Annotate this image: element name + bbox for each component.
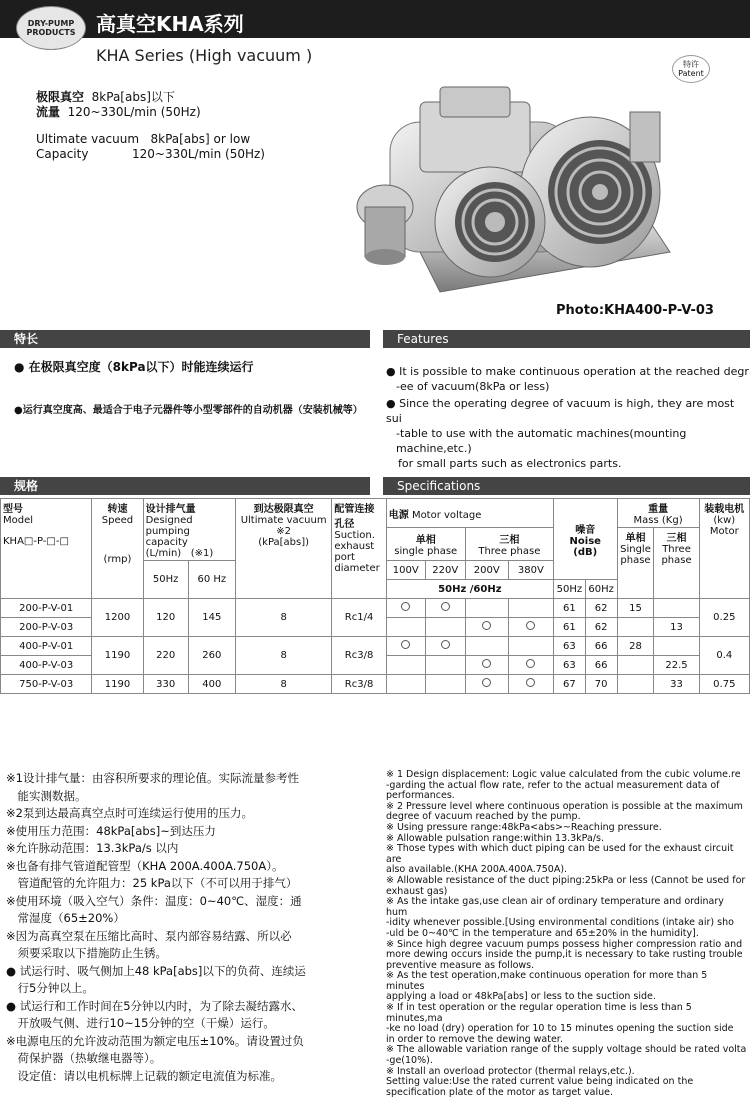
- cell-vacuum: 8: [235, 675, 331, 694]
- th-speed-cn: 转速: [107, 504, 128, 515]
- circle-mark: [441, 640, 450, 649]
- badge-line1: DRY-PUMP: [27, 19, 75, 28]
- feature-en-1: [386, 364, 750, 394]
- intro-en-vac-label: Ultimate vacuum: [36, 132, 140, 146]
- cell-mass-single: [617, 618, 654, 637]
- badge-line2: PRODUCTS: [26, 28, 76, 37]
- note-en-8: also available.(KHA 200A.400A.750A).: [386, 864, 568, 876]
- circle-mark: [441, 602, 450, 611]
- cell-v200: [465, 675, 508, 694]
- th-port-cn: 配管连接孔径: [334, 504, 375, 530]
- th-vac-unit: (kPa[abs]): [258, 537, 310, 548]
- cell-power: 0.25: [699, 599, 749, 637]
- th-speed-unit: (rmp): [103, 554, 132, 565]
- th-noise: [553, 499, 617, 580]
- cell-v200: [465, 637, 508, 656]
- patent-cn: 特许: [683, 60, 699, 69]
- th-port-en: Suction. exhaust port diameter: [334, 530, 380, 574]
- note-en-22: ※ The allowable variation range of the supply voltage should be rated volta: [386, 1044, 747, 1056]
- cell-noise60: 62: [585, 599, 617, 618]
- intro-cn-cap-label: 流量: [36, 105, 61, 119]
- cell-v380: [508, 618, 553, 637]
- feature-cn-2: ●运行真空度高、最适合于电子元器件等小型零部件的自动机器（安装机械等）: [14, 405, 363, 416]
- cell-mass-three: [654, 599, 699, 618]
- th-power-unit: (kw): [713, 515, 736, 526]
- th-motor: [386, 499, 553, 528]
- th-mass-en: Mass (Kg): [633, 515, 683, 526]
- th-model-en: Model: [3, 515, 34, 526]
- th-power-cn: 装载电机: [704, 504, 745, 515]
- cell-mass-three: 33: [654, 675, 699, 694]
- cell-model: 400-P-V-01: [1, 637, 92, 656]
- cell-noise60: 66: [585, 637, 617, 656]
- note-cn-8: 常湿度（65±20%）: [6, 911, 125, 925]
- features-bar-en: Features: [383, 330, 750, 348]
- cell-disp50: 330: [143, 675, 188, 694]
- th-noise-cn: 噪音: [575, 524, 596, 536]
- th-disp-note: (※1): [190, 548, 214, 559]
- th-motor-cn: 电源: [388, 509, 409, 521]
- intro-en-vac-value: 8kPa[abs] or low: [150, 132, 251, 146]
- th-single-cn: 单相: [415, 535, 436, 546]
- cell-mass-three: 13: [654, 618, 699, 637]
- cell-v220: [425, 599, 465, 618]
- feature-en-1-line1: ● It is possible to make continuous operation at the reached degr: [386, 365, 749, 378]
- note-en-15: more dewing occurs inside the pump,it is necessary to take rusting trouble: [386, 949, 743, 961]
- cell-model: 200-P-V-01: [1, 599, 92, 618]
- cell-disp60: 145: [188, 599, 235, 637]
- cell-noise50: 61: [553, 599, 585, 618]
- cell-v220: [425, 675, 465, 694]
- th-mass-single: [617, 528, 654, 599]
- cell-noise50: 67: [553, 675, 585, 694]
- th-mass-three-cn: 三相: [666, 533, 687, 544]
- note-cn-15: ※电源电压的允许波动范围为额定电压±10%。请设置过负: [6, 1033, 304, 1048]
- spec-table: [0, 498, 750, 694]
- cell-v220: [425, 618, 465, 637]
- note-en-17: ※ As the test operation,make continuous operation for more than 5 minutes: [386, 970, 708, 992]
- intro-en-cap-value: 120~330L/min (50Hz): [132, 147, 265, 161]
- note-en-13: -uld be 0~40℃ in the temperature and 65±20% in the humidity].: [386, 927, 699, 939]
- note-en-7: ※ Those types with which duct piping can be used for the exhaust circuit are: [386, 843, 734, 865]
- intro-cn: [36, 90, 201, 120]
- table-row: [1, 637, 750, 656]
- note-cn-9: ※因为高真空泵在压缩比高时、泵内部容易结露、所以必: [6, 928, 292, 943]
- cell-noise50: 63: [553, 637, 585, 656]
- cell-noise60: 62: [585, 618, 617, 637]
- th-vac-en: Ultimate vacuum: [240, 515, 327, 526]
- note-en-2: performances.: [386, 790, 455, 802]
- cell-power: 0.75: [699, 675, 749, 694]
- cell-speed: 1190: [92, 637, 143, 675]
- note-cn-11: ● 试运行时、吸气侧加上48 kPa[abs]以下的负荷、连续运: [6, 963, 306, 978]
- note-en-9: ※ Allowable resistance of the duct piping:25kPa or less (Cannot be used for: [386, 874, 746, 886]
- th-mass-three-en: Three phase: [661, 544, 692, 566]
- note-en-14: ※ Since high degree vacuum pumps possess higher compression ratio and: [386, 938, 743, 950]
- cell-vacuum: 8: [235, 637, 331, 675]
- circle-mark: [482, 659, 491, 668]
- note-en-26: specification plate of the motor as target value.: [386, 1086, 613, 1098]
- feature-en-2-line2: -table to use with the automatic machines(mounting machine,etc.): [396, 427, 687, 455]
- cell-mass-three: 22.5: [654, 656, 699, 675]
- dry-pump-badge: [16, 6, 86, 50]
- note-en-16: preventive measure as follows.: [386, 959, 535, 971]
- note-cn-6: 管道配管的允许阻力：25 kPa以下（不可以用于排气）: [6, 876, 298, 890]
- cell-port: Rc1/4: [332, 599, 386, 637]
- cell-mass-single: 28: [617, 637, 654, 656]
- th-motor-en: Motor voltage: [411, 509, 482, 521]
- th-freq: 50Hz /60Hz: [386, 580, 553, 599]
- cell-v380: [508, 656, 553, 675]
- th-mass-single-cn: 单相: [625, 533, 646, 544]
- feature-en-2: [386, 396, 750, 471]
- intro-en: [36, 132, 265, 162]
- th-v220: 220V: [425, 561, 465, 580]
- notes-en: [386, 770, 748, 1098]
- cell-v100: [386, 637, 425, 656]
- th-mass-three: [654, 528, 699, 599]
- cell-vacuum: 8: [235, 599, 331, 637]
- th-three-cn: 三相: [499, 535, 520, 546]
- th-speed-en: Speed: [101, 515, 134, 526]
- note-en-4: degree of vacuum reached by the pump.: [386, 811, 581, 823]
- circle-mark: [526, 659, 535, 668]
- th-disp-unit: (L/min): [145, 548, 182, 559]
- th-three: [465, 528, 553, 561]
- intro-en-cap-label: Capacity: [36, 147, 89, 161]
- note-cn-4: ※允许脉动范围：13.3kPa/s 以内: [6, 841, 179, 855]
- cell-disp60: 400: [188, 675, 235, 694]
- cell-power: 0.4: [699, 637, 749, 675]
- table-row: [1, 675, 750, 694]
- note-en-10: exhaust gas): [386, 885, 448, 897]
- cell-model: 200-P-V-03: [1, 618, 92, 637]
- table-row: [1, 599, 750, 618]
- note-en-19: ※ If in test operation or the regular operation time is less than 5 minutes,ma: [386, 1002, 692, 1024]
- cell-mass-single: [617, 656, 654, 675]
- pump-photo: [350, 82, 680, 327]
- title-cn: 高真空KHA系列: [96, 12, 244, 36]
- cell-mass-three: [654, 637, 699, 656]
- intro-cn-cap-value: 120~330L/min (50Hz): [67, 105, 201, 119]
- th-power-en: Motor: [709, 526, 739, 537]
- th-three-en: Three phase: [478, 546, 541, 557]
- specs-bar-cn: 规格: [0, 477, 370, 495]
- cell-model: 750-P-V-03: [1, 675, 92, 694]
- patent-badge: [672, 55, 710, 83]
- cell-disp50: 220: [143, 637, 188, 675]
- th-single-en: single phase: [394, 546, 458, 557]
- th-port: [332, 499, 386, 599]
- th-v200: 200V: [465, 561, 508, 580]
- circle-mark: [526, 678, 535, 687]
- th-model-code: KHA□-P-□-□: [3, 536, 69, 547]
- th-disp-en: Designed pumping capacity: [145, 515, 193, 548]
- note-cn-0: ※1设计排气量：由容积所要求的理论值。实际流量参考性: [6, 771, 299, 785]
- note-en-21: in order to remove the dewing water.: [386, 1033, 563, 1045]
- th-disp-50hz: 50Hz: [143, 561, 188, 599]
- th-power: [699, 499, 749, 599]
- cell-v100: [386, 618, 425, 637]
- th-v100: 100V: [386, 561, 425, 580]
- th-disp-60hz: 60 Hz: [188, 561, 235, 599]
- cell-v220: [425, 637, 465, 656]
- th-vacuum: [235, 499, 331, 599]
- note-cn-2: ※2泵到达最高真空点时可连续运行使用的压力。: [6, 806, 253, 820]
- note-en-3: ※ 2 Pressure level where continuous operation is possible at the maximum: [386, 800, 743, 812]
- features-bar-cn: 特长: [0, 330, 370, 348]
- note-en-23: -ge(10%).: [386, 1055, 433, 1067]
- circle-mark: [526, 621, 535, 630]
- cell-v200: [465, 656, 508, 675]
- note-en-0: ※ 1 Design displacement: Logic value calculated from the cubic volume.re: [386, 769, 741, 780]
- th-noise-en: Noise (dB): [569, 535, 601, 558]
- note-en-1: -garding the actual flow rate, refer to the actual measurement data of: [386, 779, 720, 791]
- cell-noise50: 61: [553, 618, 585, 637]
- th-noise-60hz: 60Hz: [585, 580, 617, 599]
- th-model: [1, 499, 92, 599]
- cell-port: Rc3/8: [332, 637, 386, 675]
- cell-disp60: 260: [188, 637, 235, 675]
- cell-speed: 1200: [92, 599, 143, 637]
- cell-mass-single: 15: [617, 599, 654, 618]
- cell-v200: [465, 599, 508, 618]
- note-en-5: ※ Using pressure range:48kPa<abs>~Reaching pressure.: [386, 821, 662, 833]
- specs-bar-en: Specifications: [383, 477, 750, 495]
- note-en-20: -ke no load (dry) operation for 10 to 15 minutes opening the suction side: [386, 1023, 734, 1035]
- circle-mark: [482, 621, 491, 630]
- th-mass-single-en: Single phase: [620, 544, 651, 566]
- note-cn-13: ● 试运行和工作时间在5分钟以内时，为了除去凝结露水、: [6, 998, 304, 1013]
- circle-mark: [401, 640, 410, 649]
- note-cn-7: ※使用环境（吸入空气）条件：温度：0~40℃、湿度：通: [6, 893, 302, 908]
- th-single: [386, 528, 465, 561]
- th-v380: 380V: [508, 561, 553, 580]
- cell-v380: [508, 637, 553, 656]
- intro-cn-vac-value: 8kPa[abs]以下: [91, 90, 175, 104]
- th-noise-50hz: 50Hz: [553, 580, 585, 599]
- cell-disp50: 120: [143, 599, 188, 637]
- th-mass-cn: 重量: [648, 504, 669, 515]
- patent-en: Patent: [678, 69, 704, 78]
- note-cn-5: ※也备有排气管道配管型（KHA 200A.400A.750A）。: [6, 858, 284, 873]
- cell-v100: [386, 656, 425, 675]
- feature-en-2-line3: for small parts such as electronics parts.: [398, 457, 622, 470]
- th-model-cn: 型号: [3, 504, 23, 515]
- note-cn-17: 设定值：请以电机标牌上记载的额定电流值为标准。: [6, 1068, 282, 1083]
- photo-caption: Photo:KHA400-P-V-03: [556, 303, 714, 318]
- circle-mark: [401, 602, 410, 611]
- note-cn-12: 行5分钟以上。: [6, 981, 94, 995]
- note-cn-14: 开放吸气侧、进行10~15分钟的空（干燥）运行。: [6, 1016, 275, 1030]
- circle-mark: [482, 678, 491, 687]
- intro-cn-vac-label: 极限真空: [36, 90, 85, 104]
- cell-v380: [508, 599, 553, 618]
- note-en-12: -idity whenever possible.[Using environmental conditions (intake air) sho: [386, 917, 734, 929]
- note-en-11: ※ As the intake gas,use clean air of ordinary temperature and ordinary hum: [386, 896, 724, 918]
- cell-v100: [386, 675, 425, 694]
- note-en-24: ※ Install an overload protector (thermal relays,etc.).: [386, 1065, 635, 1077]
- cell-noise60: 70: [585, 675, 617, 694]
- cell-model: 400-P-V-03: [1, 656, 92, 675]
- cell-noise60: 66: [585, 656, 617, 675]
- th-mass: [617, 499, 699, 528]
- feature-en-1-line2: -ee of vacuum(8kPa or less): [396, 380, 550, 393]
- feature-en-2-line1: ● Since the operating degree of vacuum is high, they are most sui: [386, 397, 735, 425]
- note-en-18: applying a load or 48kPa[abs] or less to the suction side.: [386, 991, 656, 1003]
- note-en-25: Setting value:Use the rated current value being indicated on the: [386, 1076, 694, 1088]
- note-cn-3: ※使用压力范围：48kPa[abs]~到达压力: [6, 823, 216, 838]
- th-displacement: [143, 499, 235, 561]
- note-cn-10: 须要采取以下措施防止生锈。: [6, 946, 167, 960]
- cell-speed: 1190: [92, 675, 143, 694]
- cell-v100: [386, 599, 425, 618]
- cell-mass-single: [617, 675, 654, 694]
- cell-noise50: 63: [553, 656, 585, 675]
- cell-v220: [425, 656, 465, 675]
- title-en: KHA Series (High vacuum ): [96, 46, 313, 65]
- th-vac-note: ※2: [276, 526, 292, 537]
- notes-cn: [6, 770, 354, 1085]
- note-en-6: ※ Allowable pulsation range:within 13.3kPa/s.: [386, 832, 604, 844]
- th-disp-cn: 设计排气量: [145, 504, 196, 515]
- cell-v200: [465, 618, 508, 637]
- cell-v380: [508, 675, 553, 694]
- feature-cn-1: ● 在极限真空度（8kPa以下）时能连续运行: [14, 360, 254, 374]
- th-speed: [92, 499, 143, 599]
- note-cn-1: 能实测数据。: [6, 788, 87, 803]
- cell-port: Rc3/8: [332, 675, 386, 694]
- th-vac-cn: 到达极限真空: [253, 504, 314, 515]
- note-cn-16: 荷保护器（热敏继电器等）。: [6, 1051, 162, 1065]
